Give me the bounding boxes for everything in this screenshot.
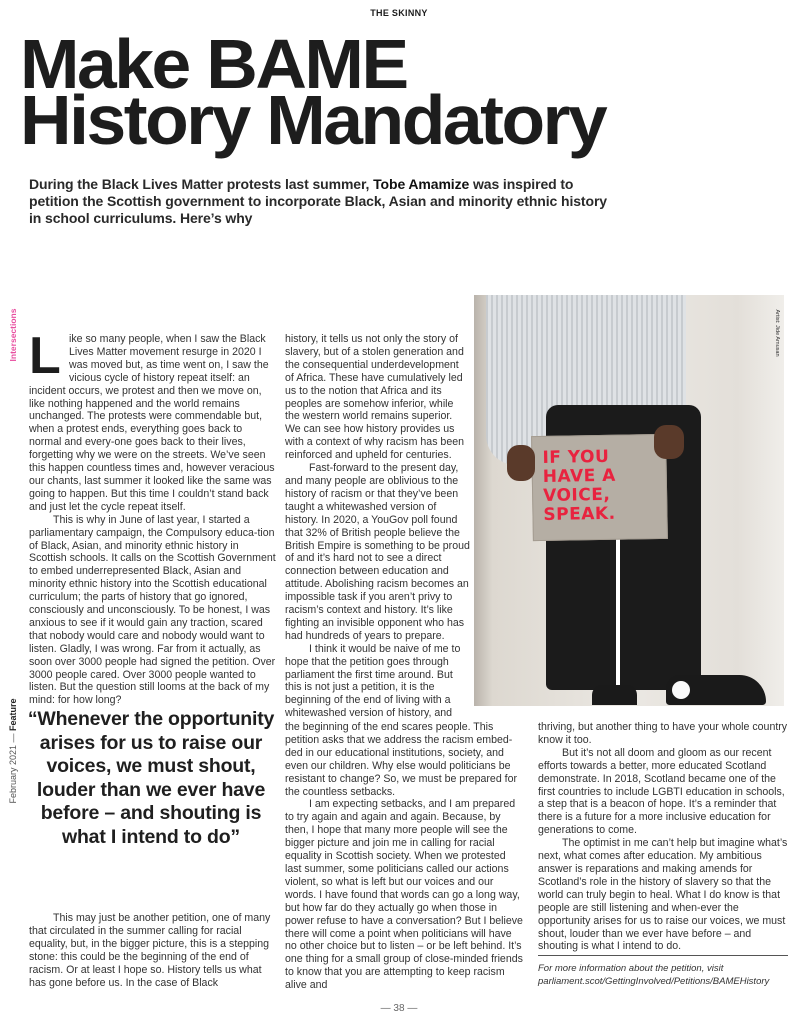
- article-photo: [474, 295, 784, 706]
- pull-quote: “Whenever the opportunity arises for us to raise our voices, we must shout, louder than we ever have before – and shouting is what I intend to do”: [27, 708, 275, 848]
- petition-info-note: [538, 955, 788, 988]
- article-headline: [20, 25, 795, 159]
- photo-left-shoe: [592, 685, 637, 705]
- photo-right-shoe: [666, 675, 766, 705]
- sign-line: VOICE,: [542, 484, 611, 506]
- sign-line: HAVE A: [542, 465, 617, 487]
- paragraph: Fast-forward to the present day, and many people are oblivious to the history of racism or that they’ve been taught a whitewashed version of history. In 2020, a YouGov poll found that 32% of British people believe the British Empire is something to be proud of and it’s hard not to see a direct connection between education and attitude. Abolishing racism becomes an impossible task if you aren’t privy to racism’s context and history. It’s like fighting an invisible opponent who has had hundreds of years to prepare.: [285, 462, 470, 642]
- embroidered-sign: [531, 434, 668, 541]
- paragraph: I think it would be naive of me to hope that the petition goes through parliament the first time around. But this is not just a petition, it is the beginning of the end of living with a whitewashed version of history, and: [285, 642, 461, 720]
- publication-masthead: THE SKINNY: [370, 8, 428, 18]
- article-column-1-continued: [29, 912, 277, 989]
- section-label: [3, 300, 18, 380]
- drop-cap: L: [29, 336, 61, 377]
- section-label-text: Intersections: [8, 308, 18, 362]
- issue-category: Feature: [8, 698, 18, 731]
- sign-line: SPEAK.: [543, 503, 616, 525]
- photo-credit: [772, 300, 782, 370]
- photo-right-hand: [654, 425, 684, 459]
- issue-date-label: [3, 690, 18, 820]
- photo-left-hand: [507, 445, 535, 481]
- issue-date: February 2021: [8, 745, 18, 804]
- petition-info-text: For more information about the petition, visit: [538, 963, 724, 974]
- paragraph: This may just be another petition, one of many that circulated in the summer calling for racial equality, but, in the bigger picture, this is a stepping stone: this could be the beginning of the end of racism. Or at least I hope so. History tells us what has gone before us. In the case of Black: [29, 912, 271, 989]
- article-standfirst: [29, 176, 609, 227]
- article-column-2-continued: [285, 721, 525, 992]
- paragraph: I am expecting setbacks, and I am prepared to try again and again and again. Because, by then, I hope that many more people will see the bigger picture and join me in calling for racial equality in Scottish society. When we protested last summer, some politicians called our actions violent, so what is left but our voices and our words. I have found that words can go a long way, but how far do they actually go when those in power refuse to have a conversation? But I believe there will come a point when politicians will have no other choice but to listen – or be left behind. It’s one thing for a small group of close-minded friends to know that you are attempting to keep racism alive and: [285, 798, 523, 992]
- article-column-3: [538, 721, 788, 953]
- petition-link[interactable]: parliament.scot/GettingInvolved/Petitions/BAMEHistory: [538, 976, 770, 987]
- article-column-1: [29, 333, 277, 707]
- standfirst-text-before: During the Black Lives Matter protests last summer,: [29, 176, 374, 192]
- paragraph: history, it tells us not only the story of slavery, but of a stolen generation and the consequential underdevelopment of Africa. These have cumulatively led us to the notion that Africa and its peoples are somehow inferior, while the western world remains superior. We can see how history provides us with a context of why racism has been reinforced and upheld for centuries.: [285, 333, 465, 462]
- page-number: — 38 —: [380, 1003, 418, 1014]
- paragraph: the beginning of the end scares people. This petition asks that we address the racism embed-ded in our educational institutions, society, and even our children. Why else would politicians be resistant to change? So, we must be prepared for the countless setbacks.: [285, 721, 518, 798]
- paragraph: This is why in June of last year, I started a parliamentary campaign, the Compulsory educa-tion of Black, Asian, and minority ethnic history in Scottish schools. It calls on the Scottish Government to embed underrepresented Black, Asian and minority ethnic history into the Scottish educational curriculum; the parts of history that go ignored, consciously and unconsciously. To be honest, I was anxious to see if it would gain any traction, scared that nobody would care and nobody would want to listen. Gladly, I was wrong. Far from it actually, as soon over 3000 people had signed the petition. Over 3000 people cared. Over 3000 people wanted to listen. But the question still looms at the back of my mind: for how long?: [29, 513, 276, 707]
- issue-separator: —: [8, 730, 18, 745]
- sign-line: IF YOU: [542, 446, 610, 468]
- paragraph: But it’s not all doom and gloom as our recent efforts towards a better, more educated Scotland demonstrate. In 2018, Scotland became one of the first countries to include LGBTI education in schools, a step that is a beacon of hope. It’s a reminder that there is a future for a more inclusive education for generations to come.: [538, 746, 785, 837]
- author-name: Tobe Amamize: [373, 176, 470, 192]
- headline-line-2: History Mandatory: [20, 81, 606, 159]
- paragraph: thriving, but another thing to have your whole country know it too.: [538, 721, 788, 746]
- headline-line-1: Make BAME: [20, 25, 407, 103]
- paragraph: The optimist in me can’t help but imagine what’s next, what comes after education. My ambitious answer is reparations and making amends for Scotland’s role in the history of slavery so that the world can truly begin to heal. What I do know is that people are still listening and when-ever the opportunity arises for us to raise our voices, we must shout, louder than we ever have before – and shouting is what I intend to do.: [538, 837, 788, 953]
- issue-date-text: [8, 681, 18, 821]
- article-column-2: [285, 333, 470, 720]
- standfirst-text-after: was inspired to petition the Scottish government to incorporate Black, Asian and minority ethnic history in school curriculums. Here’s why: [29, 176, 607, 226]
- paragraph: ike so many people, when I saw the Black Lives Matter movement resurge in 2020 I was moved but, as time went on, I saw the vicious cycle of history repeat itself: an incident occurs, we protest and then we move on, like nothing happened and the world remains unchanged. The protests were commendable but, when a protest ends, everything goes back to normal and every-one goes back to their lives, forgetting why we were on the streets. We’ve seen this happen countless times and, however veracious our chants, last summer it looked like the same was going to happen. But this time I couldn’t stand back and just let the cycle repeat itself.: [29, 333, 275, 513]
- photo-credit-text: Artist: Jide Amusan: [774, 309, 780, 357]
